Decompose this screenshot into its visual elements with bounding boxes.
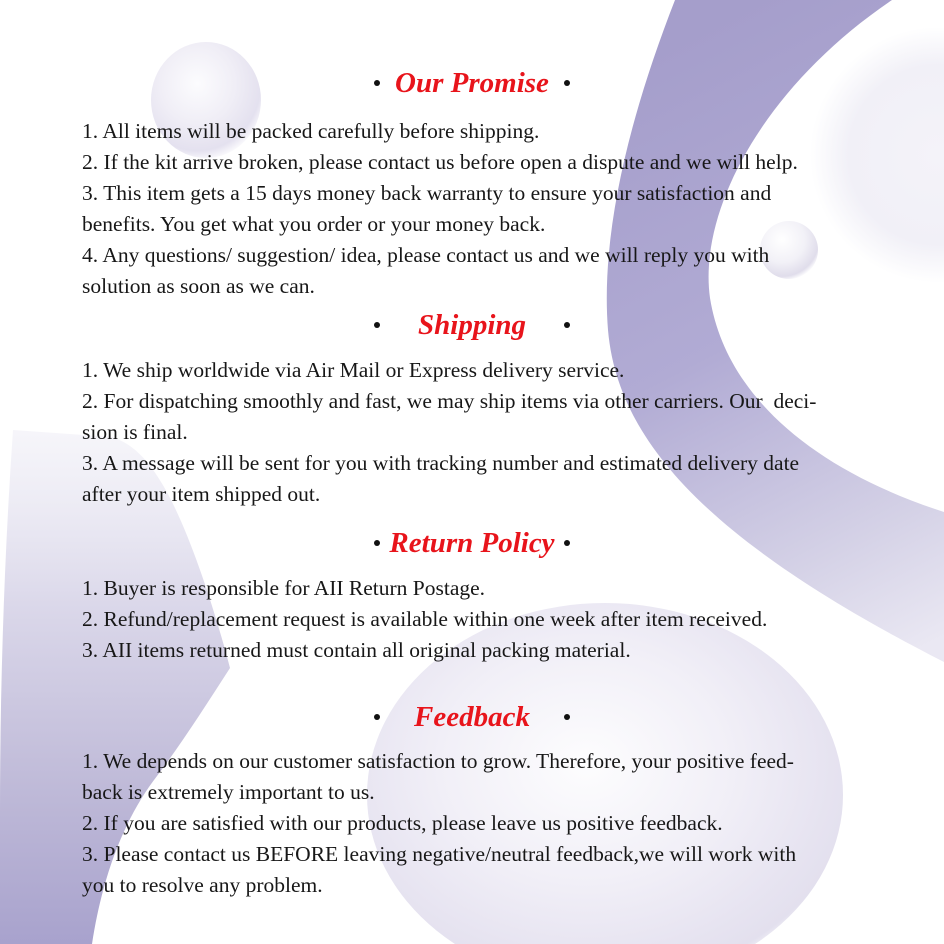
policy-line: 3. Please contact us BEFORE leaving negative/neutral feedback,we will work with <box>82 842 797 866</box>
policy-line: 3. A message will be sent for you with tracking number and estimated delivery date <box>82 451 800 475</box>
section-body-shipping <box>82 355 912 510</box>
policy-line: after your item shipped out. <box>82 482 321 506</box>
heading-dot-left-icon <box>374 322 380 328</box>
section-body-our-promise <box>82 116 912 302</box>
policy-line: 1. All items will be packed carefully before shipping. <box>82 119 540 143</box>
section-heading-return-policy <box>374 526 570 560</box>
policy-line: sion is final. <box>82 420 188 444</box>
heading-dot-right-icon <box>564 714 570 720</box>
policy-line: 2. If the kit arrive broken, please contact us before open a dispute and we will help. <box>82 150 798 174</box>
heading-dot-right-icon <box>564 80 570 86</box>
heading-dot-left-icon <box>374 714 380 720</box>
heading-dot-left-icon <box>374 540 380 546</box>
policy-line: 3. AII items returned must contain all original packing material. <box>82 638 631 662</box>
policy-line: 3. This item gets a 15 days money back warranty to ensure your satisfaction and <box>82 181 772 205</box>
policy-line: benefits. You get what you order or your money back. <box>82 212 546 236</box>
heading-dot-right-icon <box>564 540 570 546</box>
section-heading-our-promise <box>374 66 570 100</box>
policy-line: 2. If you are satisfied with our products, please leave us positive feedback. <box>82 811 723 835</box>
section-title: Our Promise <box>395 67 549 99</box>
policy-line: 1. We depends on our customer satisfaction to grow. Therefore, your positive feed- <box>82 749 794 773</box>
section-title: Shipping <box>418 309 526 341</box>
policy-line: 1. Buyer is responsible for AII Return Postage. <box>82 576 486 600</box>
policy-line: 4. Any questions/ suggestion/ idea, please contact us and we will reply you with <box>82 243 770 267</box>
heading-dot-right-icon <box>564 322 570 328</box>
heading-dot-left-icon <box>374 80 380 86</box>
section-heading-feedback <box>374 700 570 734</box>
section-body-return-policy <box>82 573 912 666</box>
section-title: Feedback <box>414 701 530 733</box>
section-heading-shipping <box>374 308 570 342</box>
section-body-feedback <box>82 746 912 901</box>
policy-line: 1. We ship worldwide via Air Mail or Express delivery service. <box>82 358 625 382</box>
policy-line: 2. Refund/replacement request is available within one week after item received. <box>82 607 768 631</box>
section-title: Return Policy <box>389 527 555 559</box>
policy-line: 2. For dispatching smoothly and fast, we may ship items via other carriers. Our deci- <box>82 389 817 413</box>
policy-line: solution as soon as we can. <box>82 274 315 298</box>
policy-line: you to resolve any problem. <box>82 873 323 897</box>
policy-line: back is extremely important to us. <box>82 780 375 804</box>
